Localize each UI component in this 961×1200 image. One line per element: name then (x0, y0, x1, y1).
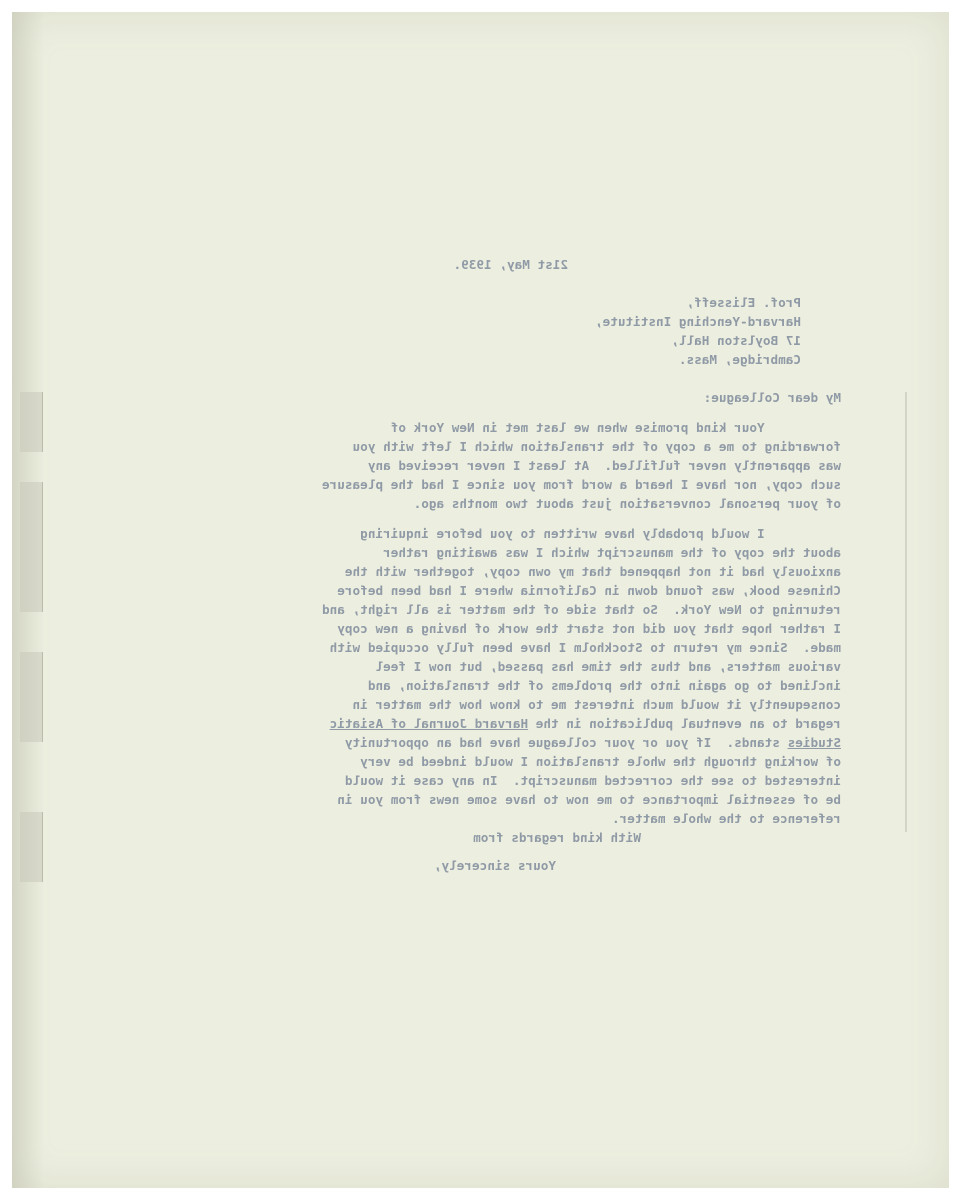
salutation: My dear Colleague: (703, 390, 841, 405)
body-line: of working through the whole translation I would indeed be very (360, 754, 841, 769)
body-line: reference to the whole matter. (612, 811, 841, 826)
body-line: anxiously had it not happened that my own copy, together with the (344, 564, 841, 579)
address-line: Harvard-Yenching Institute, (594, 314, 801, 329)
body-line: of your personal conversation just about two months ago. (413, 496, 841, 511)
address-line: Prof. Elisseff, (686, 295, 801, 310)
body-text: regard to an eventual publication in the (528, 716, 841, 731)
body-line: Chinese book, was found down in California where I had been before (337, 583, 841, 598)
body-line: about the copy of the manuscript which I was awaiting rather (383, 545, 841, 560)
body-line: be of essential importance to me now to have some news from you in (337, 792, 841, 807)
body-line: forwarding to me a copy of the translation which I left with you (352, 439, 841, 454)
closing: With kind regards from (473, 830, 641, 845)
carbon-copy-text (12, 12, 949, 1188)
body-text: stands. If you or your colleague have had an opportunity (344, 735, 788, 750)
address-line: Cambridge, Mass. (678, 352, 801, 367)
body-line: made. Since my return to Stockholm I have been fully occupied with (329, 640, 841, 655)
letter-date: 21st May, 1939. (453, 257, 568, 272)
body-line (330, 718, 841, 731)
signoff: Yours sincerely, (433, 858, 556, 873)
journal-title: Harvard Journal of Asiatic (329, 716, 529, 731)
body-line: inclined to go again into the problems of the translation, and (367, 678, 841, 693)
body-line: interested to see the corrected manuscript. In any case it would (344, 773, 841, 788)
body-line: was apparently never fulfilled. At least I never received any (367, 458, 841, 473)
body-line: I rather hope that you did not start the work of having a new copy (337, 621, 841, 636)
journal-title: Studies (787, 735, 841, 750)
address-line: 17 Boylston Hall, (671, 333, 801, 348)
letter-page (12, 12, 949, 1188)
body-line: various matters, and thus the time has passed, but now I feel (375, 659, 841, 674)
body-line: such copy, nor have I heard a word from you since I had the pleasure (322, 477, 841, 492)
body-line: consequently it would much interest me to know how the matter in (352, 697, 841, 712)
body-line (345, 737, 841, 750)
body-line: returning to New York. So that side of the matter is all right, and (322, 602, 841, 617)
body-line: I would probably have written to you before inquiring (360, 526, 841, 541)
body-line: Your kind promise when we last met in New York of (390, 420, 841, 435)
